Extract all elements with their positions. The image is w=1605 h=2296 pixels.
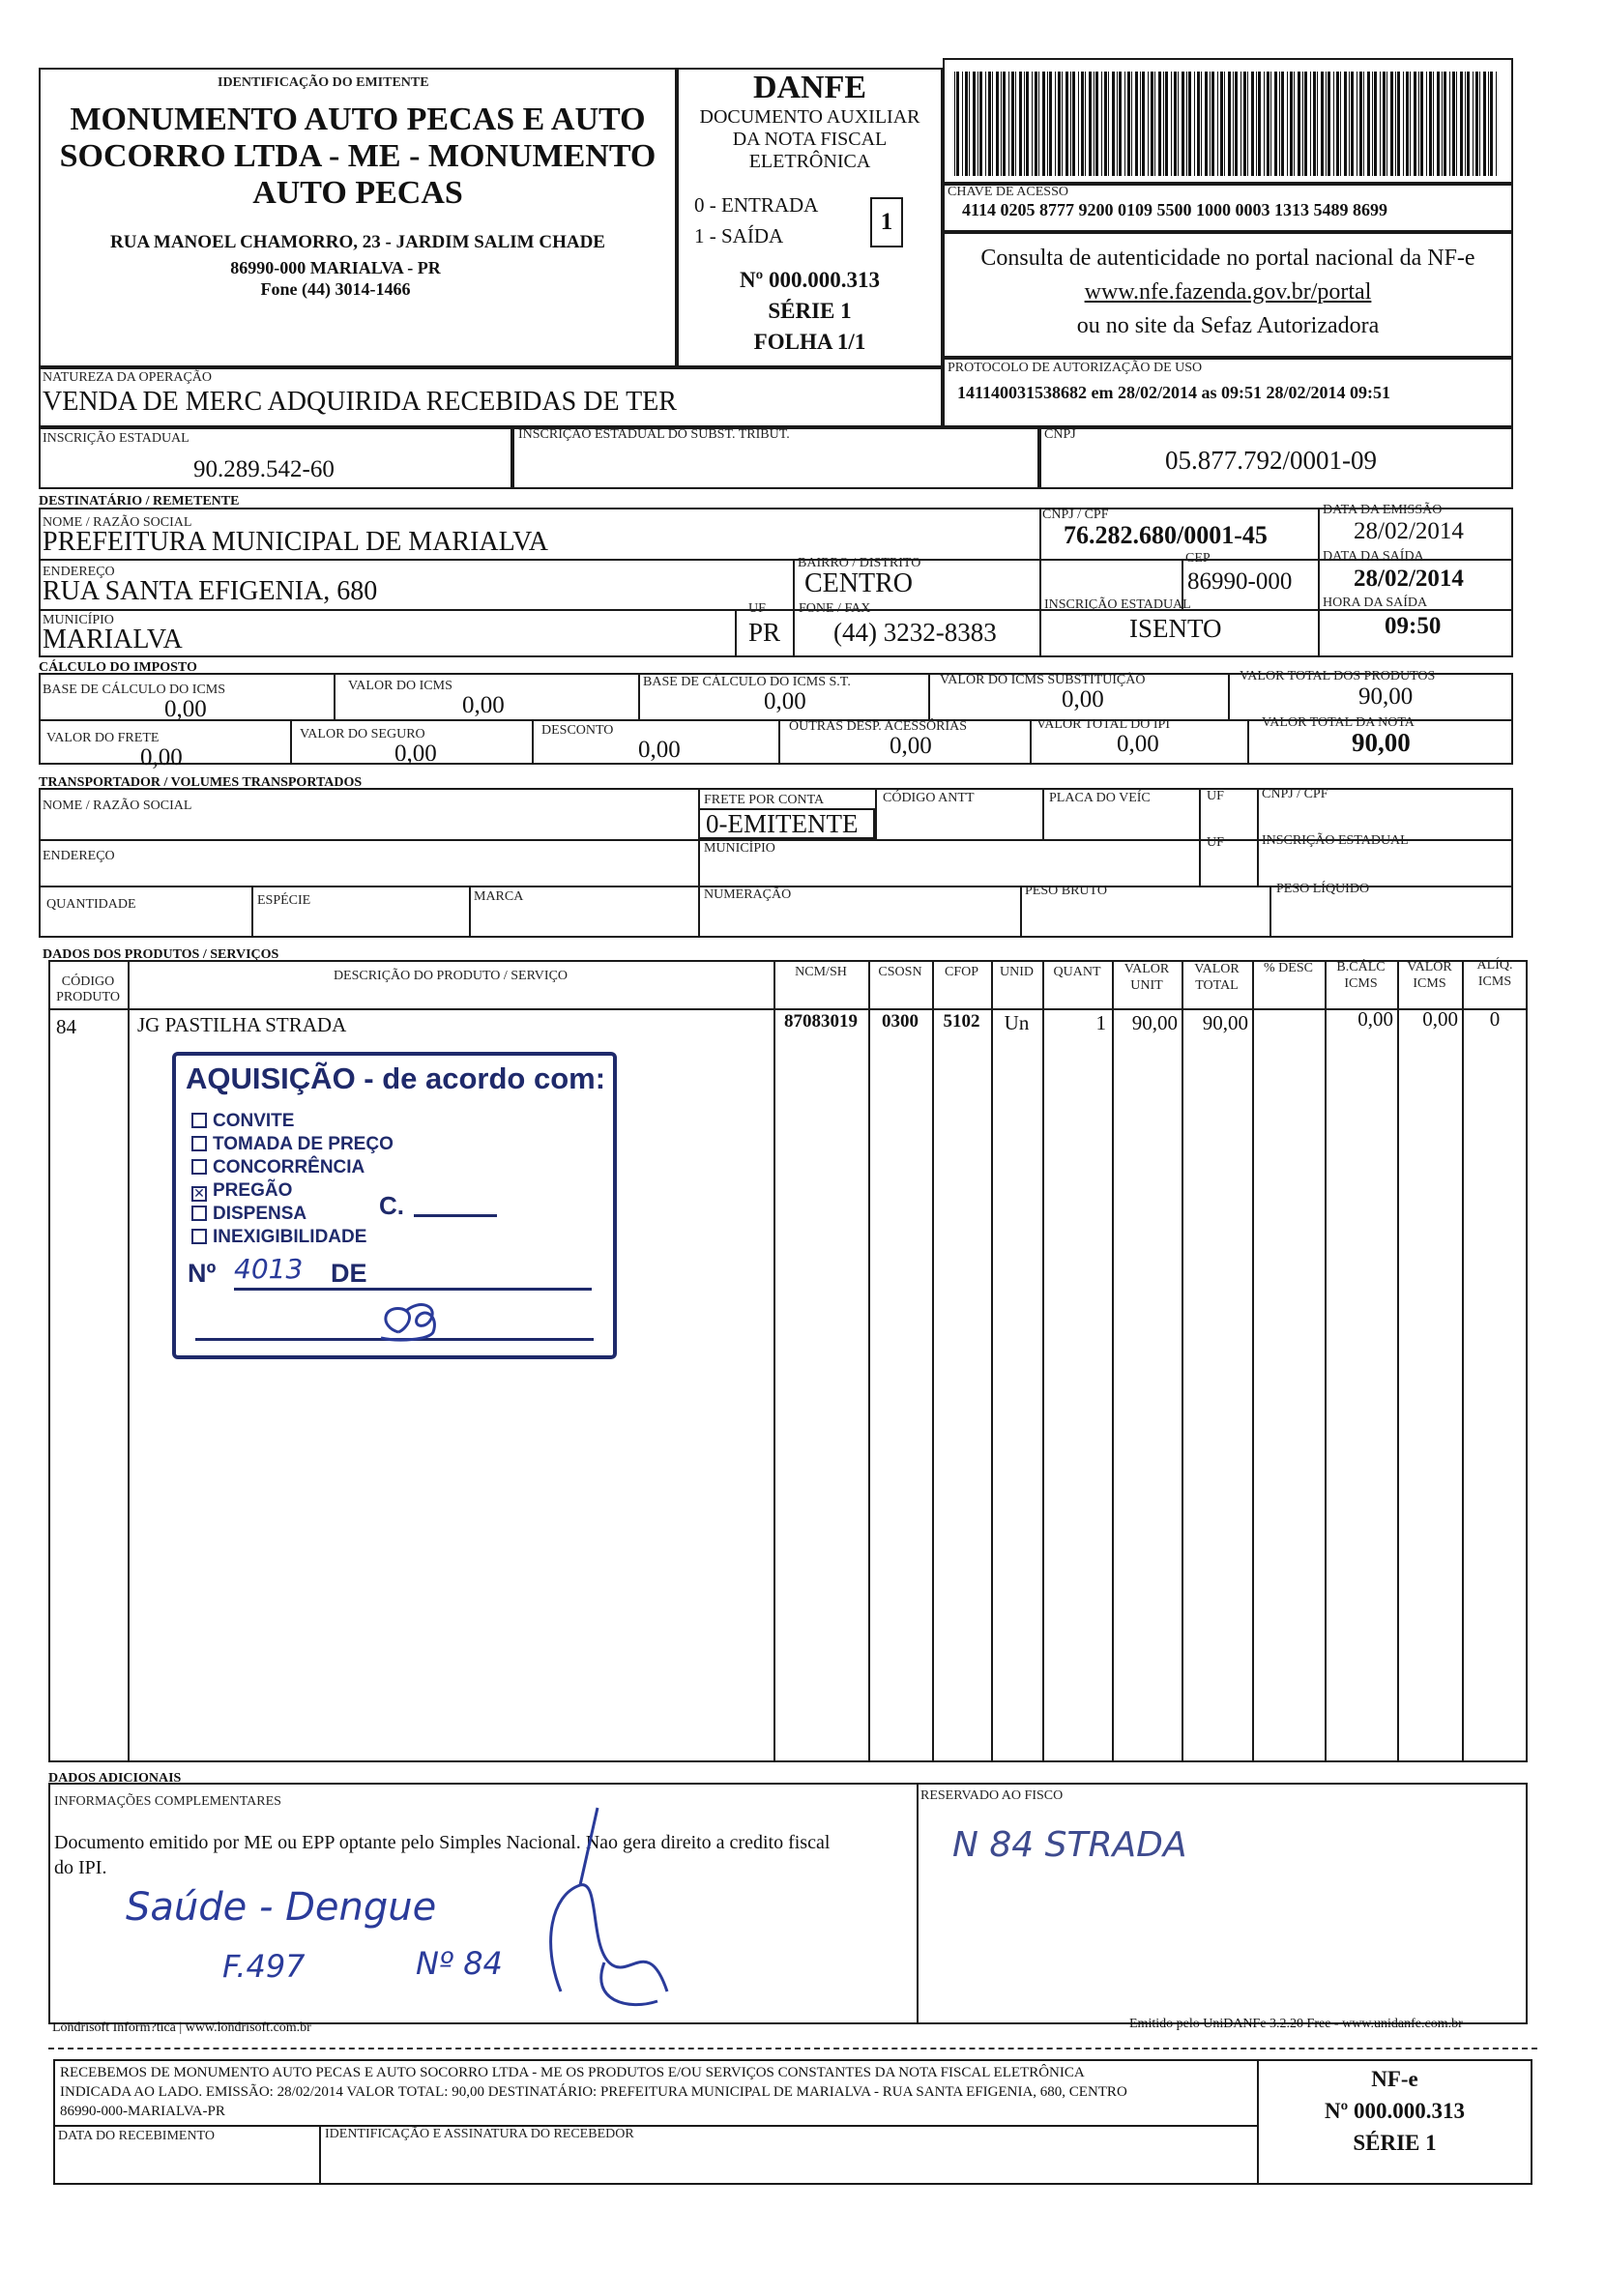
barcode-bar	[1429, 72, 1432, 176]
th-vicms: VALOR ICMS	[1407, 960, 1452, 991]
barcode-bar	[1380, 72, 1381, 176]
barcode-bar	[1479, 72, 1480, 176]
barcode-bar	[1313, 72, 1316, 176]
transp-nome-label: NOME / RAZÃO SOCIAL	[43, 799, 192, 813]
barcode-bar	[1142, 72, 1145, 176]
barcode-bar	[1101, 72, 1102, 176]
emitente-label: IDENTIFICAÇÃO DO EMITENTE	[218, 75, 429, 90]
barcode-bar	[1089, 72, 1092, 176]
barcode-bar	[1001, 72, 1002, 176]
barcode-bar	[1467, 72, 1470, 176]
barcode-bar	[1418, 72, 1419, 176]
barcode-bar	[1383, 72, 1386, 176]
transp-endereco-label: ENDEREÇO	[43, 849, 115, 863]
total-label: VALOR TOTAL DA NOTA	[1262, 715, 1415, 730]
barcode-bar	[1058, 72, 1061, 176]
barcode-bar	[1112, 72, 1115, 176]
dest-saida-label: DATA DA SAÍDA	[1323, 549, 1424, 564]
th-vtotal: VALOR TOTAL	[1194, 962, 1240, 993]
barcode-bar	[1078, 72, 1079, 176]
handwritten-signature	[522, 1798, 677, 2020]
cnpj-emit-label: CNPJ	[1044, 427, 1076, 442]
barcode-bar	[1267, 72, 1269, 176]
cnpj-emit-value: 05.877.792/0001-09	[1165, 446, 1377, 475]
ie-st-label: INSCRIÇÃO ESTADUAL DO SUBST. TRIBUT.	[518, 427, 790, 442]
outras-label: OUTRAS DESP. ACESSÓRIAS	[789, 719, 967, 734]
emitente-name: MONUMENTO AUTO PECAS E AUTO SOCORRO LTDA - ME - MONUMENTO AUTO PECAS	[59, 102, 657, 211]
barcode-bar	[1026, 72, 1029, 176]
frete-conta: 0-EMITENTE	[698, 808, 875, 839]
barcode-bar	[1270, 72, 1271, 176]
antt-label: CÓDIGO ANTT	[883, 791, 975, 805]
barcode-bar	[988, 72, 991, 176]
barcode-bar	[1321, 72, 1324, 176]
dest-fone: (44) 3232-8383	[833, 618, 997, 647]
barcode-bar	[1340, 72, 1341, 176]
barcode-bar	[1127, 72, 1130, 176]
danfe-tipo: 1	[870, 197, 903, 247]
v-st: 0,00	[1062, 686, 1104, 712]
th-ncm: NCM/SH	[795, 965, 847, 979]
footer-right: Emitido pelo UniDANFe 3.2.20 Free - www.unidanfe.com.br	[1129, 2017, 1463, 2031]
barcode-bar	[1140, 72, 1141, 176]
barcode-bar	[1070, 72, 1071, 176]
barcode-bar	[1488, 72, 1489, 176]
barcode-bar	[1386, 72, 1387, 176]
stamp-options	[191, 1110, 394, 1249]
barcode-bar	[956, 72, 959, 176]
barcode-bar	[1072, 72, 1075, 176]
barcode-bar	[1171, 72, 1172, 176]
barcode-bar	[1062, 72, 1063, 176]
stamp-no-value: 4013	[234, 1253, 304, 1285]
th-unid: UNID	[1000, 965, 1034, 979]
barcode-bar	[1065, 72, 1068, 176]
barcode-bar	[1456, 72, 1457, 176]
barcode-bar	[1251, 72, 1254, 176]
barcode-bar	[1095, 72, 1098, 176]
peso-bruto-label: PESO BRUTO	[1025, 884, 1107, 898]
info-label: INFORMAÇÕES COMPLEMENTARES	[54, 1794, 281, 1809]
barcode-bar	[1201, 72, 1202, 176]
barcode-bar	[1256, 72, 1257, 176]
fisco-label: RESERVADO AO FISCO	[920, 1788, 1064, 1803]
stamp-option-inexigibilidade: INEXIGIBILIDADE	[191, 1226, 394, 1249]
portal-link[interactable]: www.nfe.fazenda.gov.br/portal	[1084, 279, 1372, 305]
ie-label: INSCRIÇÃO ESTADUAL	[43, 431, 190, 446]
barcode-bar	[973, 72, 976, 176]
transp-ie-label: INSCRIÇÃO ESTADUAL	[1262, 833, 1409, 848]
dest-nome: PREFEITURA MUNICIPAL DE MARIALVA	[43, 527, 549, 557]
barcode-bar	[1473, 72, 1474, 176]
barcode-bar	[1410, 72, 1411, 176]
item-vicms: 0,00	[1422, 1007, 1458, 1031]
th-descricao: DESCRIÇÃO DO PRODUTO / SERVIÇO	[333, 969, 569, 983]
placa-label: PLACA DO VEÍC	[1049, 791, 1151, 805]
bc-icms: 0,00	[164, 696, 207, 722]
barcode-bar	[1452, 72, 1455, 176]
barcode-bar	[1333, 72, 1334, 176]
barcode-bar	[1154, 72, 1155, 176]
barcode-bar	[1163, 72, 1164, 176]
barcode-bar	[1287, 72, 1288, 176]
barcode-bar	[1174, 72, 1177, 176]
danfe-saida: 1 - SAÍDA	[694, 224, 784, 247]
th-desc: % DESC	[1264, 961, 1313, 975]
item-quant: 1	[1095, 1011, 1106, 1034]
dest-saida: 28/02/2014	[1354, 566, 1464, 592]
dest-endereco-label: ENDEREÇO	[43, 565, 115, 579]
barcode-bar	[1186, 72, 1187, 176]
dest-hora-label: HORA DA SAÍDA	[1323, 596, 1428, 610]
barcode-bar	[1205, 72, 1208, 176]
info-text: Documento emitido por ME ou EPP optante pelo Simples Nacional. Nao gera direito a credito fiscal do IPI.	[54, 1832, 831, 1878]
barcode-bar	[1483, 72, 1486, 176]
item-ncm: 87083019	[784, 1011, 858, 1032]
barcode-bar	[1433, 72, 1434, 176]
barcode-bar	[1444, 72, 1446, 176]
v-st-label: VALOR DO ICMS SUBSTITUIÇÃO	[940, 673, 1146, 687]
th-vunit: VALOR UNIT	[1124, 962, 1170, 993]
desconto: 0,00	[638, 737, 681, 763]
barcode-bar	[1437, 72, 1440, 176]
barcode-bar	[1304, 72, 1307, 176]
consulta-text: Consulta de autenticidade no portal nacional da NF-e www.nfe.fazenda.gov.br/portal ou no site da Sefaz Autorizadora	[943, 242, 1513, 343]
barcode-bar	[1217, 72, 1218, 176]
frete-label: VALOR DO FRETE	[46, 731, 160, 745]
barcode-bar	[1032, 72, 1033, 176]
barcode-bar	[1220, 72, 1223, 176]
barcode-bar	[1015, 72, 1016, 176]
danfe-title: DANFE	[752, 70, 867, 105]
stamp-option-concorrencia: CONCORRÊNCIA	[191, 1156, 394, 1179]
barcode-bar	[1281, 72, 1284, 176]
barcode-bar	[1119, 72, 1122, 176]
barcode-bar	[1194, 72, 1195, 176]
transportador-section: TRANSPORTADOR / VOLUMES TRANSPORTADOS	[39, 775, 363, 790]
barcode-bar	[1011, 72, 1014, 176]
transp-municipio-label: MUNICÍPIO	[704, 841, 775, 856]
barcode-bar	[1081, 72, 1084, 176]
imposto-section: CÁLCULO DO IMPOSTO	[39, 660, 197, 675]
barcode-bar	[992, 72, 993, 176]
barcode-bar	[1085, 72, 1086, 176]
barcode-bar	[1363, 72, 1364, 176]
danfe-subtitle: DOCUMENTO AUXILIAR DA NOTA FISCAL ELETRÔNICA	[699, 106, 920, 172]
barcode-bar	[1224, 72, 1225, 176]
barcode-bar	[1148, 72, 1149, 176]
dest-cep-label: CEP	[1185, 551, 1211, 566]
barcode-bar	[1460, 72, 1463, 176]
barcode-bar	[969, 72, 970, 176]
footer-left: Londrisoft Inform?tica | www.londrisoft.com.br	[52, 2020, 311, 2035]
barcode-bar	[996, 72, 999, 176]
stamp-option-tomada: TOMADA DE PREÇO	[191, 1133, 394, 1156]
item-aliq: 0	[1489, 1007, 1501, 1031]
barcode-bar	[1344, 72, 1347, 176]
cut-line	[48, 2048, 1537, 2049]
barcode-bar	[1406, 72, 1409, 176]
th-codigo: CÓDIGO PRODUTO	[56, 974, 120, 1004]
ie-value: 90.289.542-60	[193, 456, 335, 482]
barcode-bar	[1008, 72, 1009, 176]
barcode-bar	[1475, 72, 1478, 176]
protocolo-value: 141140031538682 em 28/02/2014 as 09:51 28/02/2014 09:51	[957, 383, 1390, 402]
barcode-bar	[1328, 72, 1330, 176]
handwriting-n84: Nº 84	[416, 1945, 503, 1982]
handwriting-saude: Saúde - Dengue	[126, 1885, 437, 1930]
barcode-bar	[1124, 72, 1125, 176]
desconto-label: DESCONTO	[541, 723, 614, 738]
th-quant: QUANT	[1053, 965, 1101, 979]
barcode-bar	[1426, 72, 1427, 176]
barcode-bar	[1135, 72, 1138, 176]
barcode-bar	[1035, 72, 1037, 176]
barcode-bar	[1395, 72, 1396, 176]
stamp-c: C.	[379, 1191, 404, 1220]
dest-ie: ISENTO	[1129, 614, 1222, 643]
dest-uf-label: UF	[748, 601, 766, 616]
barcode-bar	[1233, 72, 1234, 176]
item-cfop: 5102	[943, 1011, 980, 1032]
bc-icms-label: BASE DE CÁLCULO DO ICMS	[43, 683, 226, 697]
v-icms: 0,00	[462, 692, 505, 718]
table-row	[48, 1007, 1528, 1040]
th-bcicms: B.CÁLC ICMS	[1336, 960, 1386, 991]
danfe-numero: Nº 000.000.313 SÉRIE 1 FOLHA 1/1	[740, 268, 880, 354]
barcode-bar	[1151, 72, 1153, 176]
emitente-address: RUA MANOEL CHAMORRO, 23 - JARDIM SALIM CHADE	[110, 232, 605, 252]
marca-label: MARCA	[474, 889, 524, 904]
dest-municipio-label: MUNICÍPIO	[43, 613, 114, 627]
outras: 0,00	[890, 733, 932, 759]
dest-nome-label: NOME / RAZÃO SOCIAL	[43, 515, 192, 530]
dest-endereco: RUA SANTA EFIGENIA, 680	[43, 576, 378, 606]
chave-label: CHAVE DE ACESSO	[948, 185, 1068, 199]
barcode-bar	[1049, 72, 1052, 176]
barcode-bar	[1131, 72, 1132, 176]
barcode-bar	[1228, 72, 1231, 176]
dest-ie-label: INSCRIÇÃO ESTADUAL	[1044, 597, 1191, 612]
numeracao-label: NUMERAÇÃO	[704, 887, 792, 902]
item-unid: Un	[1004, 1011, 1030, 1034]
barcode-bar	[1264, 72, 1265, 176]
barcode-bar	[1258, 72, 1261, 176]
barcode-bar	[1490, 72, 1493, 176]
qtd-label: QUANTIDADE	[46, 897, 136, 912]
frete-conta-label: FRETE POR CONTA	[704, 793, 825, 807]
adicionais-section: DADOS ADICIONAIS	[48, 1771, 182, 1786]
barcode-bar	[1351, 72, 1354, 176]
item-csosn: 0300	[882, 1011, 919, 1032]
transp-uf-label: UF	[1207, 789, 1224, 803]
data-recebimento-label: DATA DO RECEBIMENTO	[58, 2129, 215, 2143]
seguro-label: VALOR DO SEGURO	[300, 727, 425, 741]
stamp-title: AQUISIÇÃO - de acordo com:	[186, 1061, 606, 1095]
barcode-bar	[1182, 72, 1184, 176]
barcode-bar	[1104, 72, 1107, 176]
barcode-bar	[1298, 72, 1300, 176]
aquisicao-stamp	[172, 1052, 617, 1359]
barcode-bar	[1024, 72, 1025, 176]
barcode-bar	[1038, 72, 1039, 176]
dest-uf: PR	[748, 618, 781, 647]
barcode-bar	[1403, 72, 1404, 176]
dest-emissao-label: DATA DA EMISSÃO	[1323, 503, 1443, 517]
total-nota: 90,00	[1352, 728, 1411, 757]
barcode-bar	[1290, 72, 1293, 176]
th-aliq: ALÍQ. ICMS	[1476, 958, 1513, 989]
barcode-bar	[1420, 72, 1423, 176]
barcode-bar	[1496, 72, 1497, 176]
barcode-bar	[1414, 72, 1416, 176]
barcode-bar	[1349, 72, 1350, 176]
barcode-bar	[1367, 72, 1370, 176]
v-prod: 90,00	[1358, 683, 1414, 710]
barcode-bar	[965, 72, 968, 176]
transp-uf2-label: UF	[1207, 835, 1224, 850]
stamp-option-pregao: ✕ PREGÃO	[191, 1179, 394, 1203]
dest-cep: 86990-000	[1187, 568, 1293, 595]
ipi: 0,00	[1117, 731, 1159, 757]
stamp-option-convite: CONVITE	[191, 1110, 394, 1133]
stamp-signature	[369, 1297, 456, 1346]
barcode-bar	[1003, 72, 1006, 176]
barcode-bar	[1397, 72, 1400, 176]
barcode-bar	[1117, 72, 1118, 176]
assinatura-label: IDENTIFICAÇÃO E ASSINATURA DO RECEBEDOR	[325, 2127, 634, 2141]
transp-cnpj-label: CNPJ / CPF	[1262, 787, 1328, 801]
barcode-bar	[1019, 72, 1022, 176]
dest-bairro-label: BAIRRO / DISTRITO	[798, 556, 921, 570]
barcode-bar	[1302, 72, 1303, 176]
barcode-bar	[1055, 72, 1056, 176]
fisco-handwriting: N 84 STRADA	[952, 1825, 1187, 1865]
barcode-bar	[985, 72, 986, 176]
handwriting-f497: F.497	[222, 1948, 306, 1985]
barcode-bar	[1310, 72, 1311, 176]
bc-st: 0,00	[764, 688, 806, 714]
barcode-bar	[962, 72, 963, 176]
natureza-value: VENDA DE MERC ADQUIRIDA RECEBIDAS DE TER	[43, 387, 677, 417]
especie-label: ESPÉCIE	[257, 893, 311, 908]
barcode-bar	[1374, 72, 1377, 176]
barcode-bar	[1158, 72, 1161, 176]
th-cfop: CFOP	[944, 965, 979, 979]
barcode-bar	[1197, 72, 1200, 176]
barcode-bar	[1240, 72, 1241, 176]
stamp-no-label: Nº	[188, 1259, 217, 1288]
item-codigo: 84	[56, 1015, 76, 1038]
barcode-bar	[1326, 72, 1327, 176]
ipi-label: VALOR TOTAL DO IPI	[1036, 717, 1170, 732]
frete: 0,00	[140, 744, 183, 770]
barcode-bar	[1108, 72, 1109, 176]
barcode-bar	[1449, 72, 1450, 176]
barcode-bar	[1336, 72, 1339, 176]
barcode-bar	[1210, 72, 1211, 176]
dest-emissao: 28/02/2014	[1354, 518, 1464, 544]
barcode-bar	[1274, 72, 1277, 176]
barcode-bar	[1359, 72, 1362, 176]
seguro: 0,00	[394, 741, 437, 767]
chave-value: 4114 0205 8777 9200 0109 5500 1000 0003 1313 5489 8699	[962, 200, 1388, 219]
item-descricao: JG PASTILHA STRADA	[137, 1013, 347, 1036]
barcode-bar	[1390, 72, 1393, 176]
peso-liquido-label: PESO LÍQUIDO	[1276, 882, 1370, 896]
stamp-option-dispensa: DISPENSA	[191, 1203, 394, 1226]
item-vunit: 90,00	[1131, 1011, 1178, 1034]
danfe-entrada: 0 - ENTRADA	[694, 193, 819, 217]
barcode-bar	[1165, 72, 1168, 176]
barcode-bar	[1247, 72, 1248, 176]
canhoto-nfe: NF-e Nº 000.000.313 SÉRIE 1	[1325, 2067, 1465, 2155]
natureza-label: NATUREZA DA OPERAÇÃO	[43, 370, 213, 385]
barcode-bar	[1188, 72, 1191, 176]
barcode-bar	[1235, 72, 1238, 176]
barcode	[952, 72, 1503, 176]
barcode-bar	[1211, 72, 1214, 176]
destinatario-section: DESTINATÁRIO / REMETENTE	[39, 494, 240, 509]
barcode-bar	[1047, 72, 1048, 176]
bc-st-label: BASE DE CÁLCULO DO ICMS S.T.	[643, 675, 851, 689]
dest-hora: 09:50	[1385, 613, 1442, 639]
dest-cnpj: 76.282.680/0001-45	[1064, 521, 1268, 549]
dest-cnpj-label: CNPJ / CPF	[1042, 508, 1109, 522]
canhoto-text: RECEBEMOS DE MONUMENTO AUTO PECAS E AUTO SOCORRO LTDA - ME OS PRODUTOS E/OU SERVIÇOS CONSTANTES DA NOTA FISCAL ELETRÔNICA INDICADA AO LADO. EMISSÃO: 28/02/2014 VALOR TOTAL: 90,00 DESTINATÁRIO: PREFEITURA MUNICIPAL DE MARIALVA - RUA SANTA EFIGENIA, 680, CENTRO 86990-000-MARIALVA-PR	[60, 2065, 1127, 2119]
th-csosn: CSOSN	[878, 965, 922, 979]
barcode-bar	[1442, 72, 1443, 176]
produtos-section: DADOS DOS PRODUTOS / SERVIÇOS	[43, 947, 279, 962]
barcode-bar	[1317, 72, 1318, 176]
barcode-bar	[1042, 72, 1045, 176]
dest-bairro: CENTRO	[804, 568, 913, 598]
barcode-bar	[1465, 72, 1466, 176]
stamp-de: DE	[331, 1259, 367, 1288]
item-vtotal: 90,00	[1202, 1011, 1248, 1034]
barcode-bar	[1178, 72, 1179, 176]
item-bc: 0,00	[1357, 1007, 1393, 1031]
protocolo-label: PROTOCOLO DE AUTORIZAÇÃO DE USO	[948, 361, 1203, 375]
barcode-bar	[954, 72, 955, 176]
barcode-bar	[1279, 72, 1280, 176]
barcode-bar	[1372, 72, 1373, 176]
barcode-bar	[979, 72, 982, 176]
emitente-city: 86990-000 MARIALVA - PR Fone (44) 3014-1466	[230, 258, 441, 299]
barcode-bar	[1294, 72, 1295, 176]
dest-fone-label: FONE / FAX	[799, 601, 871, 616]
barcode-bar	[1243, 72, 1246, 176]
v-icms-label: VALOR DO ICMS	[348, 679, 452, 693]
v-prod-label: VALOR TOTAL DOS PRODUTOS	[1240, 669, 1436, 683]
dest-municipio: MARIALVA	[43, 625, 183, 654]
